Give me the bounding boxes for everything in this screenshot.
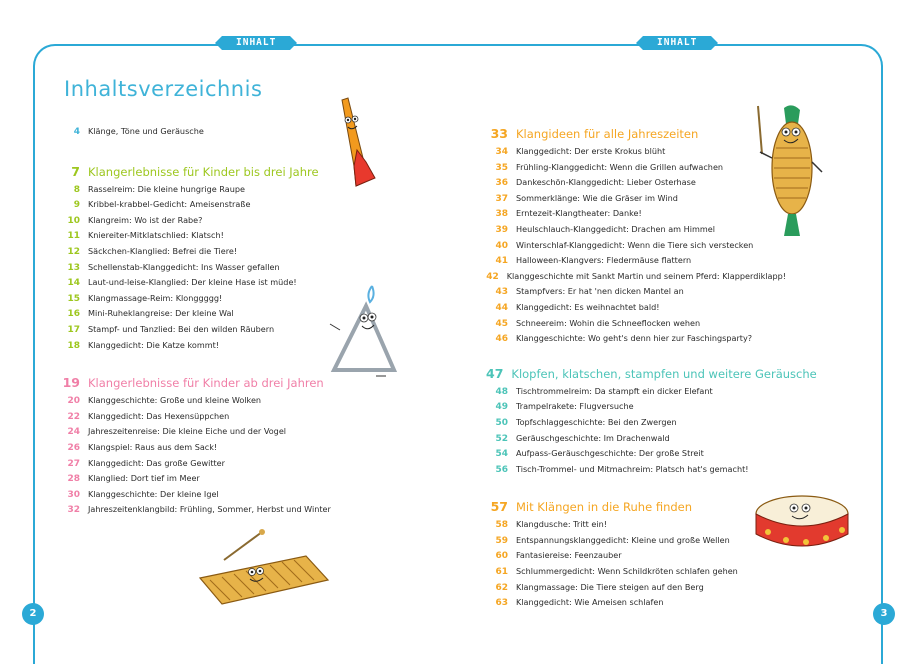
- entry-label: Klanggedicht: Die Katze kommt!: [88, 339, 220, 350]
- triangle-illustration: [326, 284, 398, 382]
- toc-entry[interactable]: [486, 162, 786, 178]
- entry-page-number: 39: [495, 224, 508, 235]
- section-heading[interactable]: [486, 499, 786, 519]
- entry-page-number: 18: [67, 340, 80, 351]
- page-number-left: 2: [22, 603, 44, 625]
- entry-label: Klanggeschichte: Der kleine Igel: [88, 488, 219, 499]
- toc-section-klopfen: [486, 365, 817, 480]
- toc-entry[interactable]: [58, 277, 358, 293]
- entry-page-number: 62: [495, 582, 508, 593]
- toc-entry[interactable]: [58, 324, 358, 340]
- toc-entry[interactable]: [58, 504, 358, 520]
- toc-entry[interactable]: [486, 146, 786, 162]
- entry-page-number: 46: [495, 334, 508, 345]
- entry-label: Tischtrommelreim: Da stampft ein dicker Elefant: [516, 385, 713, 396]
- entry-page-number: 4: [73, 127, 80, 137]
- toc-entry[interactable]: [486, 550, 786, 566]
- toc-entry[interactable]: [58, 230, 358, 246]
- entry-label: Jahreszeitenklangbild: Frühling, Sommer, Herbst und Winter: [88, 504, 331, 515]
- entry-label: Klanggedicht: Der erste Krokus blüht: [516, 146, 666, 156]
- entry-page-number: 9: [73, 200, 80, 211]
- toc-entry[interactable]: [58, 308, 358, 324]
- entry-label: Kribbel-krabbel-Gedicht: Ameisenstraße: [88, 199, 251, 210]
- entry-page-number: 63: [495, 598, 508, 609]
- entry-label: Aufpass-Geräuschgeschichte: Der große Streit: [516, 448, 704, 459]
- xylophone-illustration: [196, 528, 332, 606]
- entry-label: Heulschlauch-Klanggedicht: Drachen am Himmel: [516, 223, 715, 234]
- entry-label: Fantasiereise: Feenzauber: [516, 550, 622, 561]
- entry-page-number: 34: [495, 147, 508, 157]
- toc-entry[interactable]: [58, 126, 358, 142]
- entry-label: Frühling-Klanggedicht: Wenn die Grillen aufwachen: [516, 161, 724, 172]
- toc-entry[interactable]: [486, 401, 786, 417]
- entry-page-number: 58: [495, 520, 508, 531]
- entry-page-number: 44: [495, 302, 508, 313]
- entry-label: Klangdusche: Tritt ein!: [516, 519, 607, 530]
- entry-page-number: 42: [486, 271, 499, 282]
- entry-label: Klanggedicht: Das große Gewitter: [88, 457, 225, 468]
- toc-entry[interactable]: [58, 340, 358, 356]
- entry-page-number: 38: [495, 209, 508, 220]
- entry-label: Jahreszeitenreise: Die kleine Eiche und der Vogel: [88, 426, 287, 437]
- entry-page-number: 26: [67, 442, 80, 453]
- toc-entry[interactable]: [58, 489, 358, 505]
- toc-entry[interactable]: [58, 395, 358, 411]
- entry-page-number: 10: [67, 215, 80, 226]
- entry-label: Tisch-Trommel- und Mitmachreim: Platsch hat's gemacht!: [516, 463, 749, 474]
- toc-section-kinder-ab-drei: [58, 375, 358, 520]
- entry-page-number: 22: [67, 411, 80, 422]
- entry-label: Klangreim: Wo ist der Rabe?: [88, 214, 203, 225]
- entry-label: Dankeschön-Klanggedicht: Lieber Osterhase: [516, 177, 696, 188]
- section-title: Mit Klängen in die Ruhe finden: [516, 500, 693, 515]
- toc-entry[interactable]: [486, 177, 786, 193]
- section-title: Klopfen, klatschen, stampfen und weitere Geräusche: [511, 366, 817, 381]
- entry-page-number: 16: [67, 309, 80, 320]
- toc-entry[interactable]: [486, 535, 786, 551]
- toc-entry[interactable]: [486, 224, 786, 240]
- entry-page-number: 17: [67, 324, 80, 335]
- entry-page-number: 35: [495, 162, 508, 173]
- entry-page-number: 14: [67, 278, 80, 289]
- toc-entry[interactable]: [486, 271, 786, 287]
- entry-label: Mini-Ruheklangreise: Der kleine Wal: [88, 308, 234, 319]
- entry-label: Schellenstab-Klanggedicht: Ins Wasser gefallen: [88, 261, 280, 272]
- entry-label: Klanggedicht: Es weihnachtet bald!: [516, 301, 660, 312]
- entry-page-number: 45: [495, 318, 508, 329]
- entry-page-number: 56: [495, 464, 508, 475]
- entry-page-number: 27: [67, 458, 80, 469]
- toc-entry[interactable]: [58, 473, 358, 489]
- tambourine-illustration: [750, 488, 854, 560]
- section-page-number: 7: [71, 163, 80, 179]
- toc-entry[interactable]: [486, 582, 786, 598]
- entry-label: Kniereiter-Mitklatschlied: Klatsch!: [88, 230, 224, 241]
- guiro-illustration: [748, 102, 828, 238]
- entry-page-number: 37: [495, 193, 508, 204]
- toc-entry[interactable]: [486, 318, 786, 334]
- toc-entry[interactable]: [486, 519, 786, 535]
- entry-page-number: 49: [495, 402, 508, 413]
- entry-label: Erntezeit-Klangtheater: Danke!: [516, 208, 642, 219]
- entry-page-number: 54: [495, 449, 508, 460]
- entry-page-number: 12: [67, 246, 80, 257]
- toc-entry[interactable]: [486, 302, 786, 318]
- entry-page-number: 20: [67, 396, 80, 407]
- entry-page-number: 59: [495, 535, 508, 546]
- entry-label: Rasselreim: Die kleine hungrige Raupe: [88, 183, 245, 194]
- toc-entry[interactable]: [486, 433, 786, 449]
- entry-label: Winterschlaf-Klanggedicht: Wenn die Tiere sich verstecken: [516, 239, 754, 250]
- toc-entry[interactable]: [486, 193, 786, 209]
- toc-entry[interactable]: [58, 184, 358, 200]
- toc-entry[interactable]: [486, 240, 786, 256]
- entry-page-number: 28: [67, 474, 80, 485]
- section-page-number: 33: [490, 126, 508, 141]
- entry-label: Geräuschgeschichte: Im Drachenwald: [516, 432, 670, 443]
- entry-page-number: 61: [495, 567, 508, 578]
- toc-section-ruhe: [486, 499, 786, 613]
- entry-page-number: 24: [67, 427, 80, 438]
- toc-entry[interactable]: [58, 426, 358, 442]
- entry-label: Trampelrakete: Flugversuche: [516, 401, 634, 412]
- page-number-right: 3: [873, 603, 895, 625]
- entry-label: Klanggeschichte mit Sankt Martin und seinem Pferd: Klapperdiklapp!: [506, 270, 786, 281]
- toc-entry[interactable]: [486, 208, 786, 224]
- section-page-number: 19: [62, 375, 80, 391]
- page-title: Inhaltsverzeichnis: [64, 77, 263, 101]
- entry-label: Laut-und-leise-Klanglied: Der kleine Hase ist müde!: [88, 277, 297, 288]
- entry-page-number: 52: [495, 433, 508, 444]
- entry-label: Klanggedicht: Das Hexensüppchen: [88, 410, 230, 421]
- entry-page-number: 48: [495, 386, 508, 397]
- entry-label: Säckchen-Klanglied: Befrei die Tiere!: [88, 245, 238, 256]
- entry-label: Klanggeschichte: Wo geht's denn hier zur Faschingsparty?: [516, 333, 753, 344]
- entry-page-number: 60: [495, 551, 508, 562]
- toc-entry[interactable]: [58, 458, 358, 474]
- toc-entry[interactable]: [58, 199, 358, 215]
- entry-label: Sommerklänge: Wie die Gräser im Wind: [516, 192, 678, 203]
- section-page-number: 47: [486, 365, 504, 381]
- entry-page-number: 50: [495, 417, 508, 428]
- toc-entry[interactable]: [486, 417, 786, 433]
- toc-section-jahreszeiten: [486, 126, 786, 349]
- toc-entry[interactable]: [486, 333, 786, 349]
- vuvuzela-illustration: [330, 96, 380, 191]
- entry-label: Klänge, Töne und Geräusche: [88, 126, 204, 136]
- entry-page-number: 36: [495, 178, 508, 189]
- entry-page-number: 8: [73, 184, 80, 195]
- toc-entry[interactable]: [58, 246, 358, 262]
- entry-label: Klangmassage: Die Tiere steigen auf den Berg: [516, 581, 704, 592]
- section-heading[interactable]: [58, 164, 358, 184]
- entry-label: Klanglied: Dort tief im Meer: [88, 473, 200, 484]
- entry-page-number: 40: [495, 240, 508, 251]
- toc-right-column: [486, 126, 817, 630]
- section-title: Klangideen für alle Jahreszeiten: [516, 127, 699, 141]
- entry-page-number: 11: [67, 231, 80, 242]
- toc-entry[interactable]: [486, 255, 786, 271]
- entry-label: Entspannungsklanggedicht: Kleine und große Wellen: [516, 534, 730, 545]
- section-title: Klangerlebnisse für Kinder bis drei Jahre: [88, 164, 319, 179]
- toc-left-column: [58, 126, 358, 537]
- toc-entry[interactable]: [486, 597, 786, 613]
- entry-page-number: 13: [67, 262, 80, 273]
- entry-label: Schneereim: Wohin die Schneeflocken wehen: [516, 317, 701, 328]
- entry-page-number: 32: [67, 505, 80, 516]
- toc-section-kinder-bis-drei: [58, 164, 358, 356]
- header-tab-left: INHALT: [222, 36, 290, 50]
- entry-page-number: 41: [495, 256, 508, 267]
- entry-page-number: 30: [67, 489, 80, 500]
- section-title: Klangerlebnisse für Kinder ab drei Jahren: [88, 376, 324, 391]
- toc-entry[interactable]: [486, 566, 786, 582]
- entry-page-number: 43: [495, 287, 508, 298]
- entry-label: Klanggeschichte: Große und kleine Wolken: [88, 395, 262, 406]
- toc-entry[interactable]: [58, 293, 358, 309]
- toc-entry[interactable]: [58, 411, 358, 427]
- section-heading[interactable]: [58, 375, 358, 395]
- toc-entry[interactable]: [486, 464, 786, 480]
- entry-label: Klangmassage-Reim: Klonggggg!: [88, 292, 223, 303]
- toc-entry[interactable]: [486, 448, 786, 464]
- entry-label: Halloween-Klangvers: Fledermäuse flattern: [516, 255, 692, 266]
- section-page-number: 57: [490, 499, 508, 515]
- section-heading[interactable]: [486, 365, 817, 386]
- entry-label: Schlummergedicht: Wenn Schildkröten schlafen gehen: [516, 566, 738, 577]
- toc-entry[interactable]: [58, 215, 358, 231]
- entry-label: Klanggedicht: Wie Ameisen schlafen: [516, 597, 664, 608]
- toc-entry[interactable]: [486, 386, 786, 402]
- toc-entry[interactable]: [58, 262, 358, 278]
- entry-label: Stampfvers: Er hat 'nen dicken Mantel an: [516, 286, 684, 297]
- toc-entry[interactable]: [58, 442, 358, 458]
- toc-entry[interactable]: [486, 286, 786, 302]
- entry-page-number: 15: [67, 293, 80, 304]
- toc-intro: [58, 126, 358, 142]
- entry-label: Topfschlaggeschichte: Bei den Zwergen: [516, 416, 677, 427]
- entry-label: Stampf- und Tanzlied: Bei den wilden Räubern: [88, 323, 275, 334]
- entry-label: Klangspiel: Raus aus dem Sack!: [88, 441, 218, 452]
- section-heading[interactable]: [486, 126, 786, 146]
- header-tab-right: INHALT: [643, 36, 711, 50]
